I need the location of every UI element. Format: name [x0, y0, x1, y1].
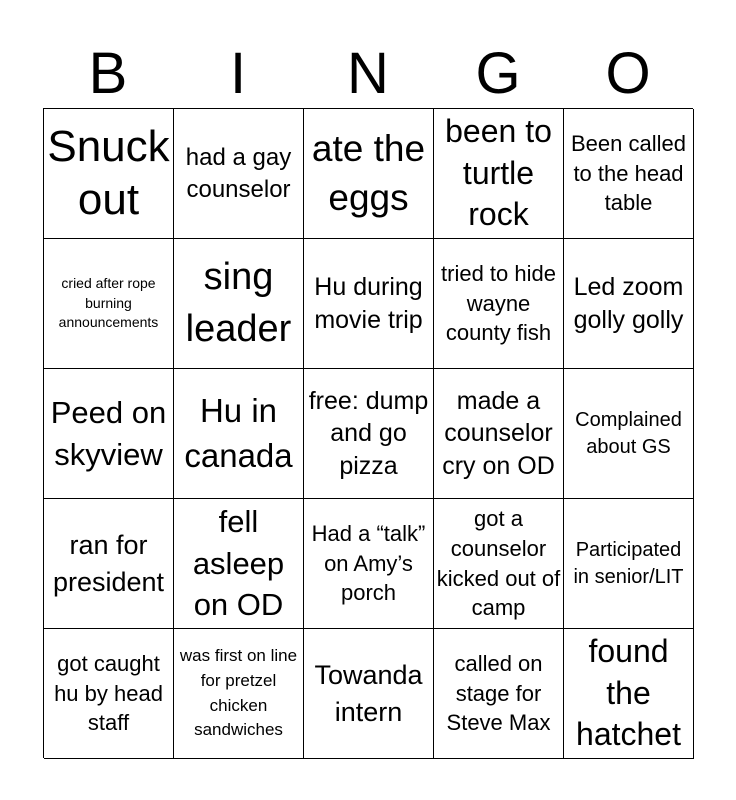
- cell-text: ran for president: [52, 530, 165, 597]
- cell-text: Snuck out: [47, 121, 170, 224]
- bingo-cell[interactable]: [304, 369, 434, 499]
- header-letter-g: G: [475, 41, 521, 106]
- bingo-cell[interactable]: [564, 239, 694, 369]
- bingo-cell[interactable]: [564, 109, 694, 239]
- header-letter-n: N: [347, 41, 389, 106]
- cell-text: tried to hide wayne county fish: [441, 260, 556, 346]
- cell-text: got a counselor kicked out of camp: [436, 506, 561, 621]
- cell-text: had a gay counselor: [185, 144, 292, 203]
- cell-text: cried after rope burning announcements: [58, 275, 159, 331]
- cell-text: Participated in senior/LIT: [573, 538, 684, 588]
- cell-text: ate the eggs: [311, 128, 426, 218]
- cell-text: called on stage for Steve Max: [446, 650, 551, 736]
- bingo-header: [43, 40, 693, 108]
- cell-text: been to turtle rock: [445, 113, 552, 233]
- bingo-cell[interactable]: [44, 369, 174, 499]
- cell-text: Hu during movie trip: [314, 273, 423, 334]
- cell-text: Been called to the head table: [571, 130, 686, 216]
- bingo-cell[interactable]: [44, 109, 174, 239]
- cell-text: got caught hu by head staff: [54, 650, 163, 736]
- bingo-cell[interactable]: [434, 239, 564, 369]
- bingo-cell[interactable]: [304, 239, 434, 369]
- cell-text: Led zoom golly golly: [573, 273, 684, 334]
- bingo-grid: [43, 108, 693, 758]
- bingo-cell[interactable]: [564, 629, 694, 759]
- bingo-cell[interactable]: [174, 499, 304, 629]
- bingo-cell[interactable]: [434, 109, 564, 239]
- bingo-cell[interactable]: [564, 369, 694, 499]
- bingo-cell[interactable]: [44, 499, 174, 629]
- header-letter-i: I: [229, 41, 247, 106]
- bingo-cell[interactable]: [44, 629, 174, 759]
- cell-text: Peed on skyview: [50, 394, 167, 472]
- cell-text: Complained about GS: [575, 408, 682, 458]
- bingo-cell[interactable]: [44, 239, 174, 369]
- bingo-cell[interactable]: [304, 499, 434, 629]
- header-letter-b: B: [88, 41, 128, 106]
- bingo-cell[interactable]: [304, 629, 434, 759]
- bingo-cell[interactable]: [434, 369, 564, 499]
- bingo-cell[interactable]: [174, 109, 304, 239]
- bingo-cell[interactable]: [174, 369, 304, 499]
- header-letter-o: O: [605, 41, 651, 106]
- cell-text: Towanda intern: [314, 660, 423, 727]
- cell-text: was first on line for pretzel chicken sandwiches: [179, 646, 298, 740]
- bingo-cell[interactable]: [434, 629, 564, 759]
- cell-text: free: dump and go pizza: [308, 386, 429, 480]
- cell-text: found the hatchet: [576, 633, 681, 753]
- cell-text: Hu in canada: [184, 391, 293, 474]
- bingo-cell[interactable]: [174, 629, 304, 759]
- cell-text: Had a “talk” on Amy’s porch: [311, 520, 426, 606]
- bingo-cell[interactable]: [564, 499, 694, 629]
- bingo-cell[interactable]: [434, 499, 564, 629]
- bingo-cell[interactable]: [174, 239, 304, 369]
- cell-text: sing leader: [185, 256, 292, 350]
- cell-text: made a counselor cry on OD: [442, 386, 555, 480]
- cell-text: fell asleep on OD: [192, 503, 285, 623]
- bingo-cell[interactable]: [304, 109, 434, 239]
